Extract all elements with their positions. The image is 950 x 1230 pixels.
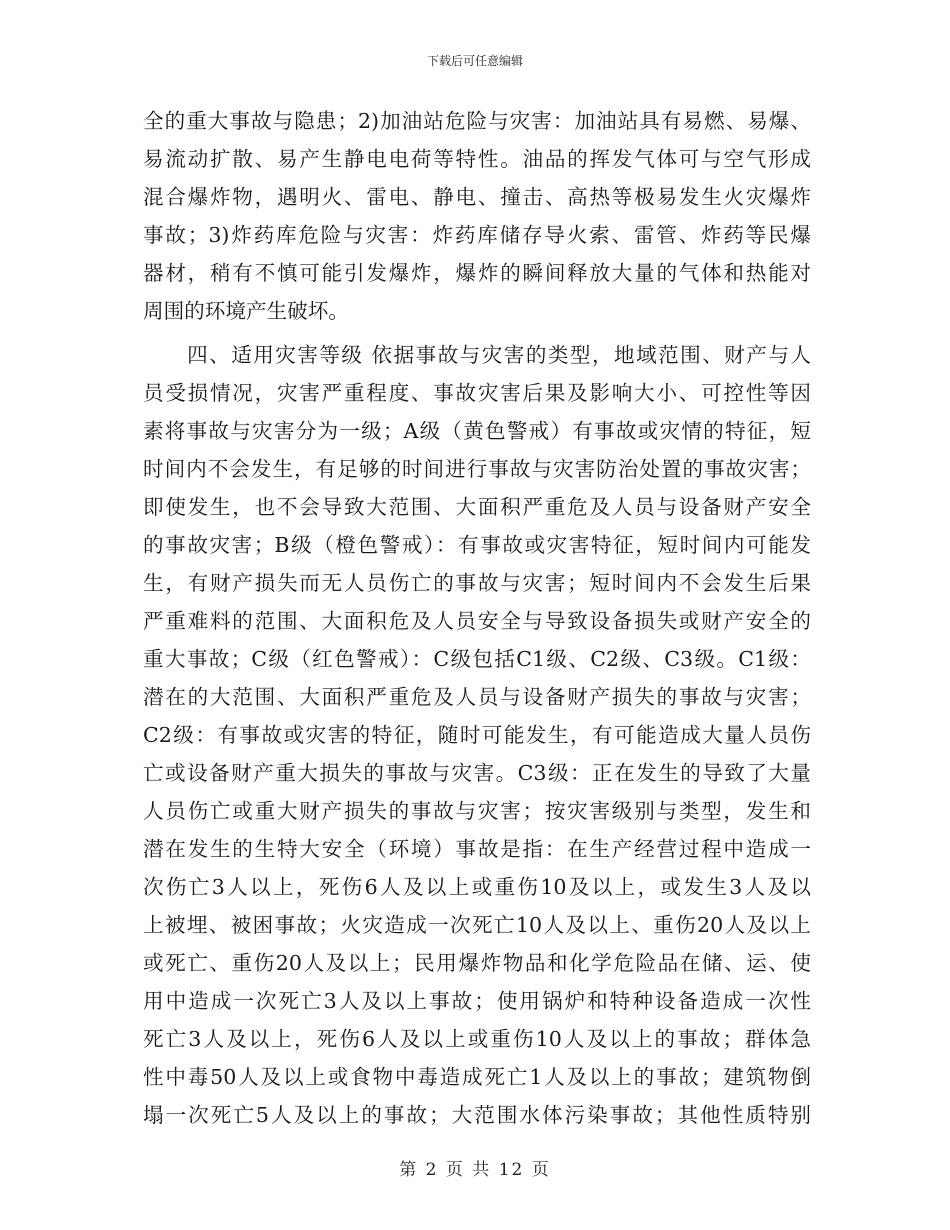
document-body xyxy=(143,102,811,1134)
page-header: 下载后可任意编辑 xyxy=(426,54,523,68)
text-line: 器材，稍有不慎可能引发爆炸，爆炸的瞬间释放大量的气体和热能对 xyxy=(143,261,811,285)
paragraph-disaster-levels xyxy=(143,336,811,1134)
text-line: 全的重大事故与隐患；2)加油站危险与灾害：加油站具有易燃、易爆、 xyxy=(143,109,811,133)
text-line: 严重难料的范围、大面积危及人员安全与导致设备损失或财产安全的 xyxy=(143,609,811,633)
text-line: 亡或设备财产重大损失的事故与灾害。C3级：正在发生的导致了大量 xyxy=(143,761,811,785)
text-line: 混合爆炸物，遇明火、雷电、静电、撞击、高热等极易发生火灾爆炸 xyxy=(143,185,811,209)
paragraph-hazards xyxy=(143,102,811,330)
text-line: 即使发生，也不会导致大范围、大面积严重危及人员与设备财产安全 xyxy=(143,495,811,519)
text-line: 上被埋、被困事故；火灾造成一次死亡10人及以上、重伤20人及以上 xyxy=(143,913,811,937)
text-line: 性中毒50人及以上或食物中毒造成死亡1人及以上的事故；建筑物倒 xyxy=(143,1065,811,1089)
text-line: 重大事故；C级（红色警戒）：C级包括C1级、C2级、C3级。C1级： xyxy=(143,647,811,671)
text-line: 四、适用灾害等级 依据事故与灾害的类型，地域范围、财产与人 xyxy=(143,343,811,367)
text-line: 的事故灾害；B级（橙色警戒）：有事故或灾害特征，短时间内可能发 xyxy=(143,533,811,557)
text-line: 塌一次死亡5人及以上的事故；大范围水体污染事故；其他性质特别 xyxy=(143,1103,811,1127)
text-line: 周围的环境产生破坏。 xyxy=(143,299,349,323)
text-line: 潜在发生的生特大安全（环境）事故是指：在生产经营过程中造成一 xyxy=(143,837,811,861)
text-line: 人员伤亡或重大财产损失的事故与灾害；按灾害级别与类型，发生和 xyxy=(143,799,811,823)
text-line: 易流动扩散、易产生静电电荷等特性。油品的挥发气体可与空气形成 xyxy=(143,147,811,171)
text-line: 生，有财产损失而无人员伤亡的事故与灾害；短时间内不会发生后果 xyxy=(143,571,811,595)
text-line: 潜在的大范围、大面积严重危及人员与设备财产损失的事故与灾害； xyxy=(143,685,811,709)
text-line: 时间内不会发生，有足够的时间进行事故与灾害防治处置的事故灾害； xyxy=(143,457,811,481)
text-line: 或死亡、重伤20人及以上；民用爆炸物品和化学危险品在储、运、使 xyxy=(143,951,811,975)
page-number: 第 2 页 共 12 页 xyxy=(399,1160,551,1180)
text-line: 素将事故与灾害分为一级；A级（黄色警戒）有事故或灾情的特征，短 xyxy=(143,419,811,443)
text-line: 死亡3人及以上，死伤6人及以上或重伤10人及以上的事故；群体急 xyxy=(143,1027,811,1051)
text-line: 用中造成一次死亡3人及以上事故；使用锅炉和特种设备造成一次性 xyxy=(143,989,811,1013)
text-line: 次伤亡3人以上，死伤6人及以上或重伤10及以上，或发生3人及以 xyxy=(143,875,811,899)
text-line: C2级：有事故或灾害的特征，随时可能发生，有可能造成大量人员伤 xyxy=(143,723,811,747)
text-line: 员受损情况，灾害严重程度、事故灾害后果及影响大小、可控性等因 xyxy=(143,381,811,405)
text-line: 事故；3)炸药库危险与灾害：炸药库储存导火索、雷管、炸药等民爆 xyxy=(143,223,811,247)
